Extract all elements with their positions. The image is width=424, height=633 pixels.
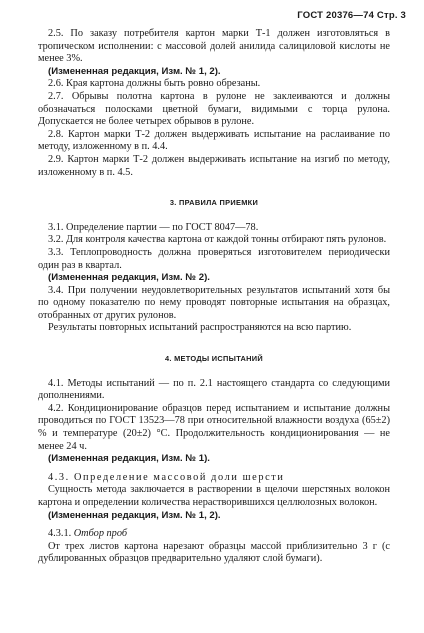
- clause-3-4-results: Результаты повторных испытаний распространяются на всю партию.: [48, 322, 352, 334]
- section-4-heading: 4. МЕТОДЫ ИСПЫТАНИЙ: [164, 354, 264, 364]
- clause-3-2: 3.2. Для контроля качества картона от каждой тонны отбирают пять рулонов.: [48, 234, 387, 246]
- clause-4-3-1-title: [38, 528, 390, 541]
- clause-subtitle: Отбор проб: [73, 528, 128, 540]
- clause-number: 4.3.1.: [48, 528, 72, 540]
- clause-4-2: 4.2. Кондиционирование образцов перед испытанием и испытание должны проводиться по ГОСТ 13523—78 при относительной влажности воздуха (65±2) % и температуре (20±2) °С. Продолжительность кондиционирования — не менее 24 ч.: [38, 402, 390, 452]
- clause-3-4: 3.4. При получении неудовлетворительных результатов испытаний хотя бы по одному показателю по нему проводят повторные испытания на образцах, отобранных от других рулонов.: [38, 284, 390, 321]
- clause-3-3: 3.3. Теплопроводность должна проверяться изготовителем периодически один раз в квартал.: [38, 246, 390, 271]
- amendment-note: (Измененная редакция, Изм. № 1).: [48, 453, 210, 465]
- clause-2-8: 2.8. Картон марки Т-2 должен выдерживать испытание на раслаивание по методу, изложенному в п. 4.4.: [38, 128, 390, 153]
- clause-3-1: 3.1. Определение партии — по ГОСТ 8047—78.: [48, 221, 259, 233]
- amendment-note: (Измененная редакция, Изм. № 1, 2).: [48, 65, 221, 77]
- section-3-heading: 3. ПРАВИЛА ПРИЕМКИ: [169, 198, 259, 208]
- amendment-note: (Измененная редакция, Изм. № 2).: [48, 272, 210, 284]
- page-header: ГОСТ 20376—74 Стр. 3: [297, 10, 406, 21]
- clause-4-1: 4.1. Методы испытаний — по п. 2.1 настоящего стандарта со следующими дополнениями.: [38, 377, 390, 402]
- clause-4-3-1-text: От трех листов картона нарезают образцы массой приблизительно 3 г (с дублированных образцов предварительно удаляют слой бумаги).: [38, 540, 390, 565]
- clause-2-5: 2.5. По заказу потребителя картон марки Т-1 должен изготовляться в тропическом исполнении: с массовой долей анилида салициловой кислоты не менее 3%.: [38, 28, 390, 65]
- clause-2-6: 2.6. Края картона должны быть ровно обрезаны.: [48, 78, 261, 90]
- clause-4-3-text: Сущность метода заключается в растворении в щелочи шерстяных волокон картона и определении количества нерастворившихся целлюлозных волокон.: [38, 484, 390, 508]
- clause-2-9: 2.9. Картон марки Т-2 должен выдерживать испытание на изгиб по методу, изложенному в п. 4.5.: [38, 153, 390, 178]
- clause-2-7: 2.7. Обрывы полотна картона в рулоне не заклеиваются и должны обозначаться полосками цветной бумаги, видимыми с торца рулона. Допускается не более четырех обрывов в рулоне.: [38, 90, 390, 128]
- page-content: [38, 28, 390, 566]
- clause-4-3-title: 4.3. Определение массовой доли шерсти: [48, 471, 285, 483]
- amendment-note: (Измененная редакция, Изм. № 1, 2).: [48, 509, 221, 521]
